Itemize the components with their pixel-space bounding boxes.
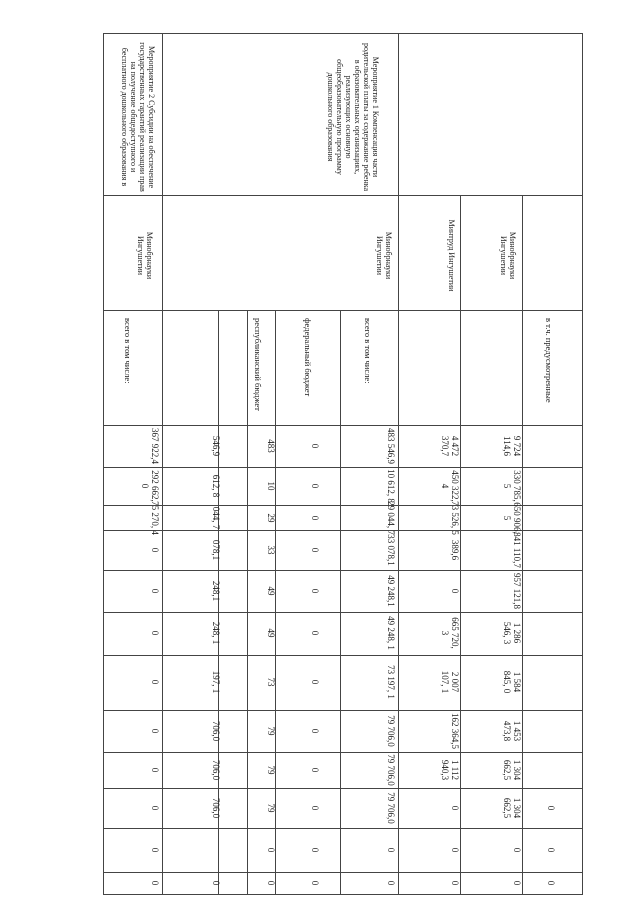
table-cell: 248,1	[211, 580, 221, 602]
table-cell: 292 662, 0	[140, 470, 160, 502]
table-cell: 483	[266, 439, 276, 453]
table-cell: 0	[546, 847, 556, 853]
table-cell: 49	[266, 628, 276, 638]
table-cell: 1 453 473,8	[502, 720, 522, 742]
table-cell: 73 197, 1	[386, 665, 396, 699]
table-cell: 0	[450, 805, 460, 811]
table-cell: 0	[211, 880, 221, 886]
row-line-12	[103, 788, 583, 789]
table-cell: 078,1	[211, 539, 221, 561]
note-label: в т.ч. предусмотренные	[544, 318, 554, 403]
table-cell: 73 526, 5	[450, 501, 460, 535]
table-cell: 1 286 546, 3	[502, 621, 522, 645]
table-cell: 29	[266, 513, 276, 523]
table-cell: 79	[266, 803, 276, 813]
col-line-8	[522, 195, 523, 895]
table-cell: 0	[310, 443, 320, 449]
table-cell: 0	[512, 880, 522, 886]
col-line-7	[460, 195, 461, 895]
source-total-2: всего в том числе:	[123, 318, 133, 384]
col-line-3	[247, 310, 248, 895]
table-cell: 4 472 370,7	[440, 435, 460, 457]
source-total-1: всего в том числе:	[363, 318, 373, 384]
col-line-1	[162, 33, 163, 895]
table-cell: 0	[386, 880, 396, 886]
row-line-9	[103, 655, 583, 656]
executor-mintrud: Минтруд Ингушетии	[447, 219, 456, 292]
table-border-top	[103, 33, 583, 34]
table-cell: 841 110,7	[512, 532, 522, 568]
table-cell: 75 270, 4	[150, 501, 160, 535]
table-cell: 0	[310, 547, 320, 553]
table-cell: 248, 1	[211, 621, 221, 645]
table-cell: 79 706,0	[386, 792, 396, 824]
table-cell: 1 584 845, 0	[502, 670, 522, 694]
table-cell: 546,9	[211, 435, 221, 457]
table-cell: 0	[310, 847, 320, 853]
table-cell: 0	[512, 847, 522, 853]
table-cell: 706,0	[211, 759, 221, 781]
table-cell: 0	[150, 880, 160, 886]
table-cell: 706,0	[211, 720, 221, 742]
table-cell: 0	[310, 728, 320, 734]
table-cell: 197, 1	[211, 670, 221, 694]
table-cell: 2 007 107, 1	[440, 670, 460, 694]
table-border-left	[103, 33, 104, 895]
table-cell: 0	[450, 847, 460, 853]
table-cell: 1 304 662,5	[502, 759, 522, 781]
table-cell: 957 121,8	[512, 573, 522, 609]
table-cell: 79	[266, 765, 276, 775]
activity-1-label: Мероприятие 1 Компенсация части родительской платы за содержание ребенка в образовательных организациях, реализующих основную общеобразовательную программу дошкольного образования	[326, 42, 380, 192]
table-cell: 0	[150, 630, 160, 636]
table-cell: 0	[546, 880, 556, 886]
table-cell: 10 612, 8	[386, 469, 396, 503]
table-cell: 0	[450, 880, 460, 886]
table-cell: 0	[310, 515, 320, 521]
table-cell: 73	[266, 677, 276, 687]
table-cell: 665 720, 3	[440, 617, 460, 649]
table-cell: 1 304 662,5	[502, 797, 522, 819]
table-cell: 0	[310, 805, 320, 811]
row-line-7	[103, 570, 583, 571]
table-cell: 10	[266, 481, 276, 491]
activity-2-label: Мероприятие 2 Субсидии на обеспечение государственных гарантий реализации прав на получение общедоступного и бесплатного дошкольного образования в	[120, 42, 156, 192]
table-cell: 49 248, 1	[386, 616, 396, 650]
source-republic: республиканский бюджет	[253, 318, 263, 411]
col-line-5	[340, 310, 341, 895]
row-line-2	[103, 310, 583, 311]
table-cell: 33 078,1	[386, 534, 396, 566]
source-federal: федеральный бюджет	[303, 318, 313, 397]
table-cell: 0	[546, 805, 556, 811]
table-cell: 0	[450, 588, 460, 594]
row-line-1	[103, 195, 583, 196]
table-cell: 1 112 940,3	[440, 759, 460, 781]
row-line-3	[103, 425, 583, 426]
table-border-bottom	[103, 894, 583, 895]
table-cell: 49	[266, 586, 276, 596]
table-cell: 0	[386, 847, 396, 853]
table-cell: 612, 8	[211, 474, 221, 498]
row-line-10	[103, 710, 583, 711]
table-cell: 49 248,1	[386, 575, 396, 607]
table-cell: 79 706,0	[386, 715, 396, 747]
table-cell: 29 044, 7	[386, 501, 396, 535]
table-cell: 79 706,0	[386, 754, 396, 786]
row-line-13	[103, 828, 583, 829]
table-cell: 450 322, 4	[440, 470, 460, 502]
table-cell: 9 724 114,6	[502, 435, 522, 457]
table-cell: 0	[310, 630, 320, 636]
table-cell: 0	[310, 588, 320, 594]
row-line-8	[103, 612, 583, 613]
table-cell: 367 922,4	[150, 428, 160, 464]
table-cell: 0	[150, 767, 160, 773]
table-cell: 33	[266, 545, 276, 555]
table-cell: 0	[310, 483, 320, 489]
executor-minobr-3: Минобрнауки Ингушетии	[136, 231, 154, 280]
table-cell: 706,0	[211, 797, 221, 819]
table-cell: 0	[150, 547, 160, 553]
table-cell: 0	[150, 679, 160, 685]
row-line-14	[103, 872, 583, 873]
executor-minobr: Минобрнауки Ингушетии	[499, 231, 517, 280]
table-cell: 0	[310, 880, 320, 886]
table-cell: 162 364,5	[450, 713, 460, 749]
table-cell: 0	[150, 728, 160, 734]
table-cell: 0	[150, 588, 160, 594]
table-cell: 0	[150, 805, 160, 811]
table-cell: 0	[266, 847, 276, 853]
table-border-right	[582, 33, 583, 895]
table-cell: 79	[266, 726, 276, 736]
table-cell: 650 906, 5	[502, 502, 522, 534]
table-cell: 389,6	[450, 539, 460, 561]
executor-minobr-2: Минобрнауки Ингушетии	[375, 231, 393, 280]
col-line-6	[398, 33, 399, 895]
table-cell: 0	[150, 847, 160, 853]
table-cell: 0	[310, 767, 320, 773]
table-cell: 044, 7	[211, 506, 221, 530]
table-cell: 0	[310, 679, 320, 685]
table-cell: 0	[266, 880, 276, 886]
table-cell: 483 546,9	[386, 428, 396, 464]
table-cell: 330 785, 5	[502, 470, 522, 502]
